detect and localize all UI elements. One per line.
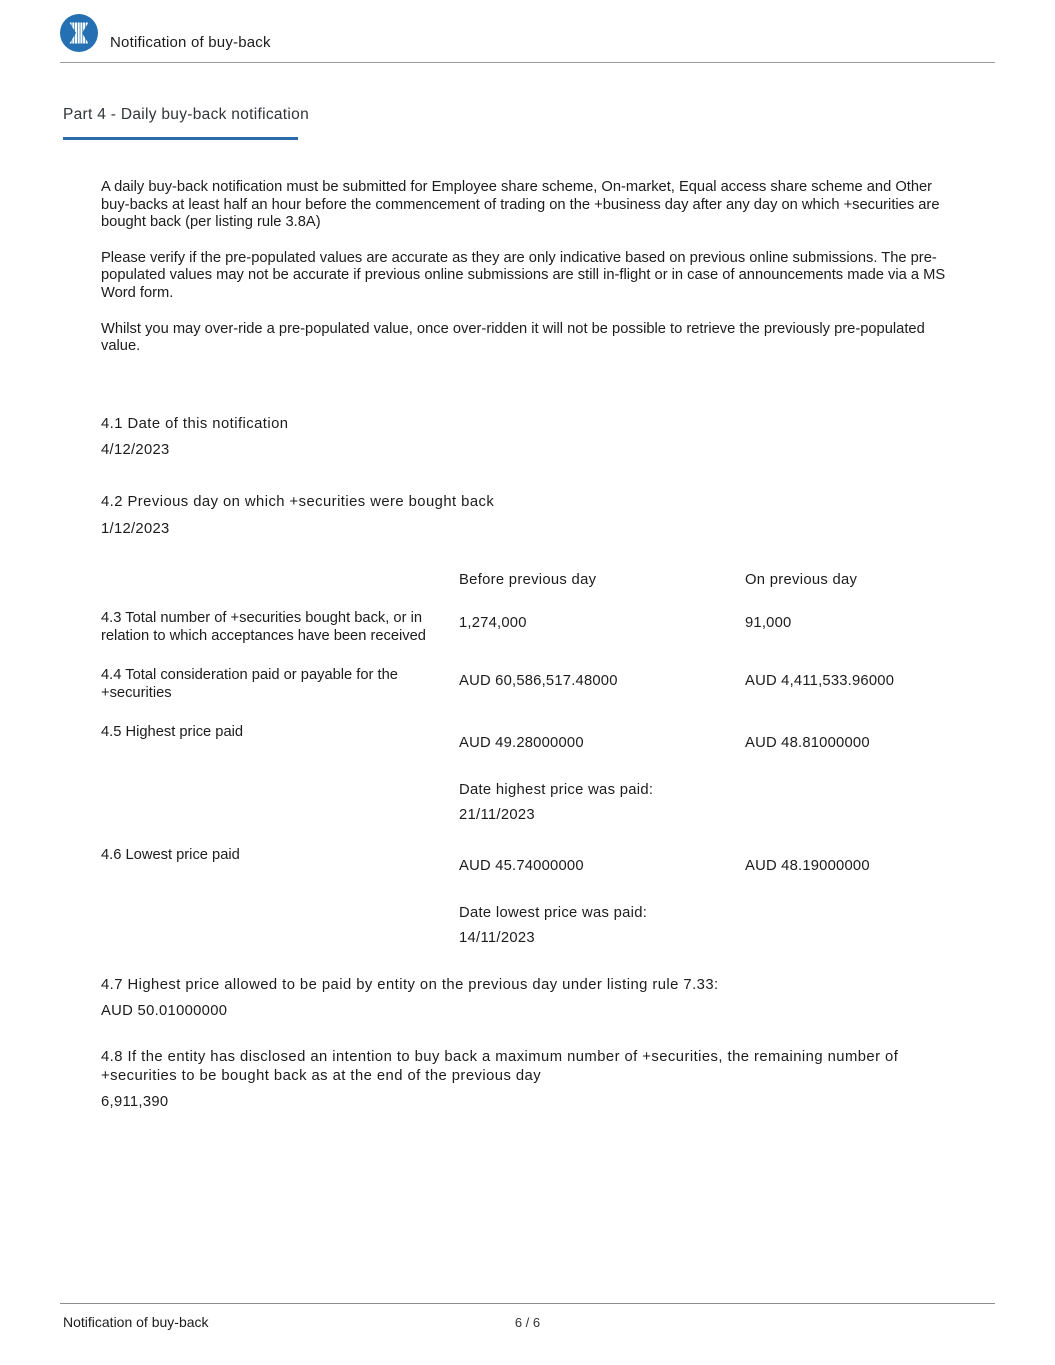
question-4-2-label: 4.2 Previous day on which +securities were bought back — [101, 494, 495, 511]
table-row-4-6 — [101, 846, 961, 874]
row-4-6-date-value-row — [101, 921, 961, 946]
table-row-4-3 — [101, 609, 961, 646]
document-footer — [60, 1303, 995, 1330]
intro-paragraph-3: Whilst you may over-ride a pre-populated value, once over-ridden it will not be possible to retrieve the previously pre-populated value. — [101, 320, 925, 355]
row-4-5-on-value: AUD 48.81000000 — [745, 734, 870, 751]
question-4-8-value: 6,911,390 — [101, 1094, 169, 1111]
row-4-5-date-label: Date highest price was paid: — [459, 781, 654, 798]
row-4-6-date-value: 14/11/2023 — [459, 929, 535, 946]
question-4-1 — [101, 415, 961, 459]
footer-document-title: Notification of buy-back — [63, 1314, 209, 1330]
row-4-6-on-value: AUD 48.19000000 — [745, 857, 870, 874]
row-4-3-before-value: 1,274,000 — [459, 614, 527, 631]
asx-logo-icon — [60, 14, 98, 52]
column-header-on-previous-day: On previous day — [745, 571, 858, 588]
intro-paragraph-2: Please verify if the pre-populated values are accurate as they are only indicative based on previous online submissions. The pre-populated values may not be accurate if previous online submissions are still in-flight or in case of announcements made via a MS Word form. — [101, 249, 946, 301]
row-4-4-on-value: AUD 4,411,533.96000 — [745, 672, 895, 689]
document-header — [60, 0, 995, 63]
row-4-3-on-value: 91,000 — [745, 614, 792, 631]
table-row-4-4 — [101, 666, 961, 703]
question-4-7 — [101, 976, 961, 1020]
row-4-5-before-value: AUD 49.28000000 — [459, 734, 584, 751]
row-4-5-date-label-row — [101, 751, 961, 798]
form-content — [101, 179, 961, 1110]
question-4-2 — [101, 493, 961, 537]
row-4-4-label: 4.4 Total consideration paid or payable for the +securities — [101, 666, 398, 702]
question-4-1-value: 4/12/2023 — [101, 442, 170, 459]
table-row-4-5 — [101, 723, 961, 751]
part-heading-underline — [63, 137, 298, 140]
intro-paragraph-1: A daily buy-back notification must be submitted for Employee share scheme, On-market, Equal access share scheme and Other buy-backs at least half an hour before the commencement of trading on the +business day after any day on which +securities are bought back (per listing rule 3.8A) — [101, 179, 940, 231]
row-4-5-date-value: 21/11/2023 — [459, 806, 535, 823]
buyback-comparison-table — [101, 572, 961, 946]
question-4-7-label: 4.7 Highest price allowed to be paid by entity on the previous day under listing rule 7.33: — [101, 976, 719, 993]
row-4-5-date-value-row — [101, 798, 961, 823]
question-4-8-label: 4.8 If the entity has disclosed an intention to buy back a maximum number of +securities, the remaining number of +securities to be bought back as at the end of the previous day — [101, 1049, 899, 1084]
row-4-5-label: 4.5 Highest price paid — [101, 723, 244, 740]
part-heading: Part 4 - Daily buy-back notification — [63, 106, 309, 123]
question-4-1-label: 4.1 Date of this notification — [101, 415, 289, 432]
footer-page-number: 6 / 6 — [514, 1315, 541, 1330]
row-4-3-label: 4.3 Total number of +securities bought back, or in relation to which acceptances have been received — [101, 609, 426, 645]
row-4-6-date-label: Date lowest price was paid: — [459, 904, 648, 921]
question-4-8 — [101, 1048, 961, 1110]
table-header-row — [459, 572, 961, 588]
row-4-6-before-value: AUD 45.74000000 — [459, 857, 584, 874]
row-4-4-before-value: AUD 60,586,517.48000 — [459, 672, 618, 689]
question-4-2-value: 1/12/2023 — [101, 520, 170, 537]
row-4-6-label: 4.6 Lowest price paid — [101, 846, 240, 863]
question-4-7-value: AUD 50.01000000 — [101, 1003, 228, 1020]
row-4-6-date-label-row — [101, 874, 961, 921]
document-title: Notification of buy-back — [110, 34, 271, 51]
part-heading-block — [63, 106, 1055, 140]
column-header-before-previous-day: Before previous day — [459, 571, 597, 588]
